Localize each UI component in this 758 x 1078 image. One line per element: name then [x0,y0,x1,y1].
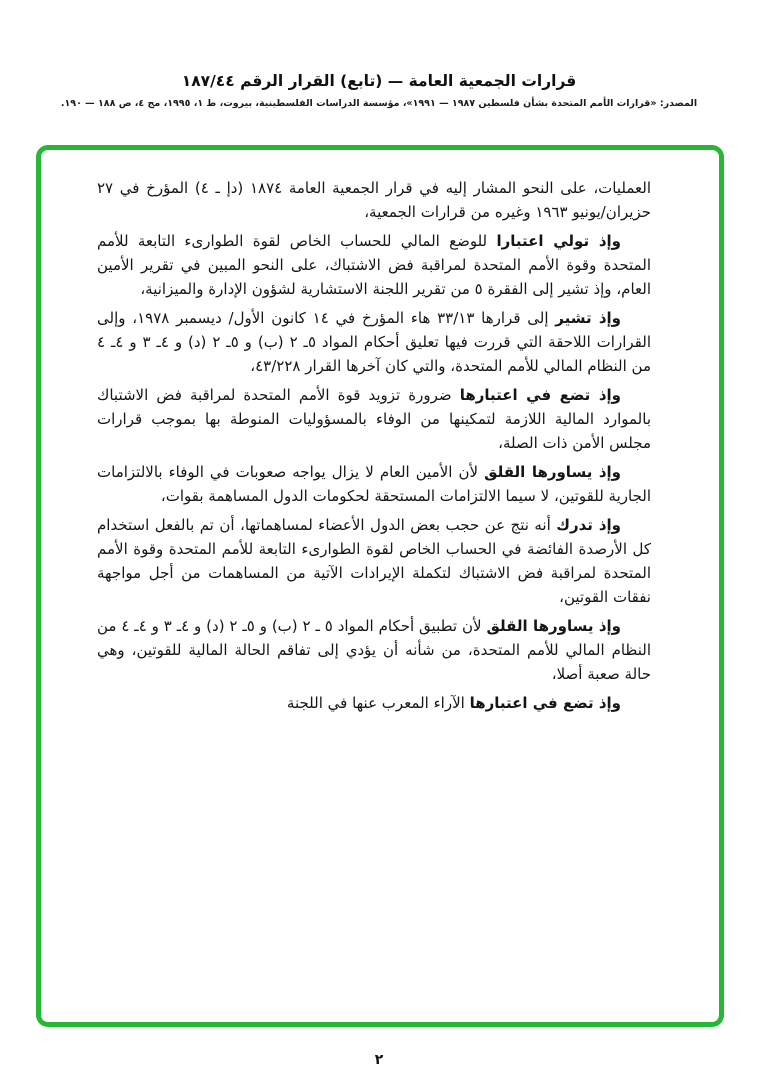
paragraph-text: لأن تطبيق أحكام المواد ٥ ـ ٢ (ب) و ٥ـ ٢ (د) و ٤ـ ٣ و ٤ـ ٤ من النظام المالي للأمم المتحدة، من شأنه أن يؤدي إلى تفاقم الحالة المالية للقوتين، وهي حالة صعبة أصلا، [97,617,651,683]
document-header [0,72,758,109]
paragraph-text: أنه نتج عن حجب بعض الدول الأعضاء لمساهماتها، أن تم بالفعل استخدام كل الأرصدة الفائضة في الحساب الخاص لقوة الطوارىء التابعة للأمم المتحدة وقوة الأمم المتحدة لمراقبة فض الاشتباك لتكملة الإيرادات الآتية من المساهمات من أجل مواجهة نفقات القوتين، [97,516,651,606]
green-border-frame [36,145,724,1027]
paragraph [97,383,651,455]
paragraph [97,460,651,508]
paragraph-lead: وإذ تضع في اعتبارها [469,694,621,712]
paragraph-lead: وإذ تشير [555,309,621,327]
page-title: قرارات الجمعية العامة — (تابع) القرار الرقم ١٨٧/٤٤ [181,72,577,90]
paragraph-text: الآراء المعرب عنها في اللجنة [286,694,465,712]
paragraph-lead: وإذ تضع في اعتبارها [459,386,621,404]
paragraph-lead: وإذ يساورها القلق [486,617,621,635]
paragraph-text: العمليات، على النحو المشار إليه في قرار الجمعية العامة ١٨٧٤ (دإ ـ ٤) المؤرخ في ٢٧ حزيران/يونيو ١٩٦٣ وغيره من قرارات الجمعية، [97,179,651,221]
paragraph [97,176,651,224]
paragraph-text: ضرورة تزويد قوة الأمم المتحدة لمراقبة فض الاشتباك بالموارد المالية اللازمة لتمكينها من الوفاء بالمسؤوليات المنوطة بها بموجب قرارات مجلس الأمن ذات الصلة، [97,386,651,452]
page-number: ٢ [374,1052,384,1068]
paragraph-text: إلى قرارها ٣٣/١٣ هاء المؤرخ في ١٤ كانون الأول/ ديسمبر ١٩٧٨، وإلى القرارات اللاحقة التي قررت فيها تعليق أحكام المواد ٥ـ ٢ (ب) و ٥ـ ٢ (د) و ٤ـ ٣ و ٤ـ ٤ من النظام المالي للأمم المتحدة، والتي كان آخرها القرار ٤٣/٢٢٨، [97,309,651,375]
paragraph [97,614,651,686]
paragraph-text: لأن الأمين العام لا يزال يواجه صعوبات في الوفاء بالالتزامات الجارية للقوتين، لا سيما الالتزامات المستحقة لحكومات الدول المساهمة بقوات، [97,463,651,505]
body-text [97,176,651,720]
paragraph-lead: وإذ يساورها القلق [484,463,621,481]
paragraph-text: للوضع المالي للحساب الخاص لقوة الطوارىء التابعة للأمم المتحدة وقوة الأمم المتحدة لمراقبة فض الاشتباك، على النحو المبين في تقرير الأمين العام، وإذ تشير إلى الفقرة ٥ من تقرير اللجنة الاستشارية لشؤون الإدارة والميزانية، [97,232,651,298]
paragraph-lead: وإذ تولي اعتبارا [496,232,621,250]
paragraph-lead: وإذ تدرك [556,516,621,534]
paragraph [97,691,651,715]
paragraph [97,306,651,378]
paragraph [97,513,651,609]
paragraph [97,229,651,301]
source-line: المصدر: «قرارات الأمم المتحدة بشأن فلسطين ١٩٨٧ — ١٩٩١»، مؤسسة الدراسات الفلسطينية، بيروت، ط ١، ١٩٩٥، مج ٤، ص ١٨٨ — ١٩٠. [60,98,698,109]
